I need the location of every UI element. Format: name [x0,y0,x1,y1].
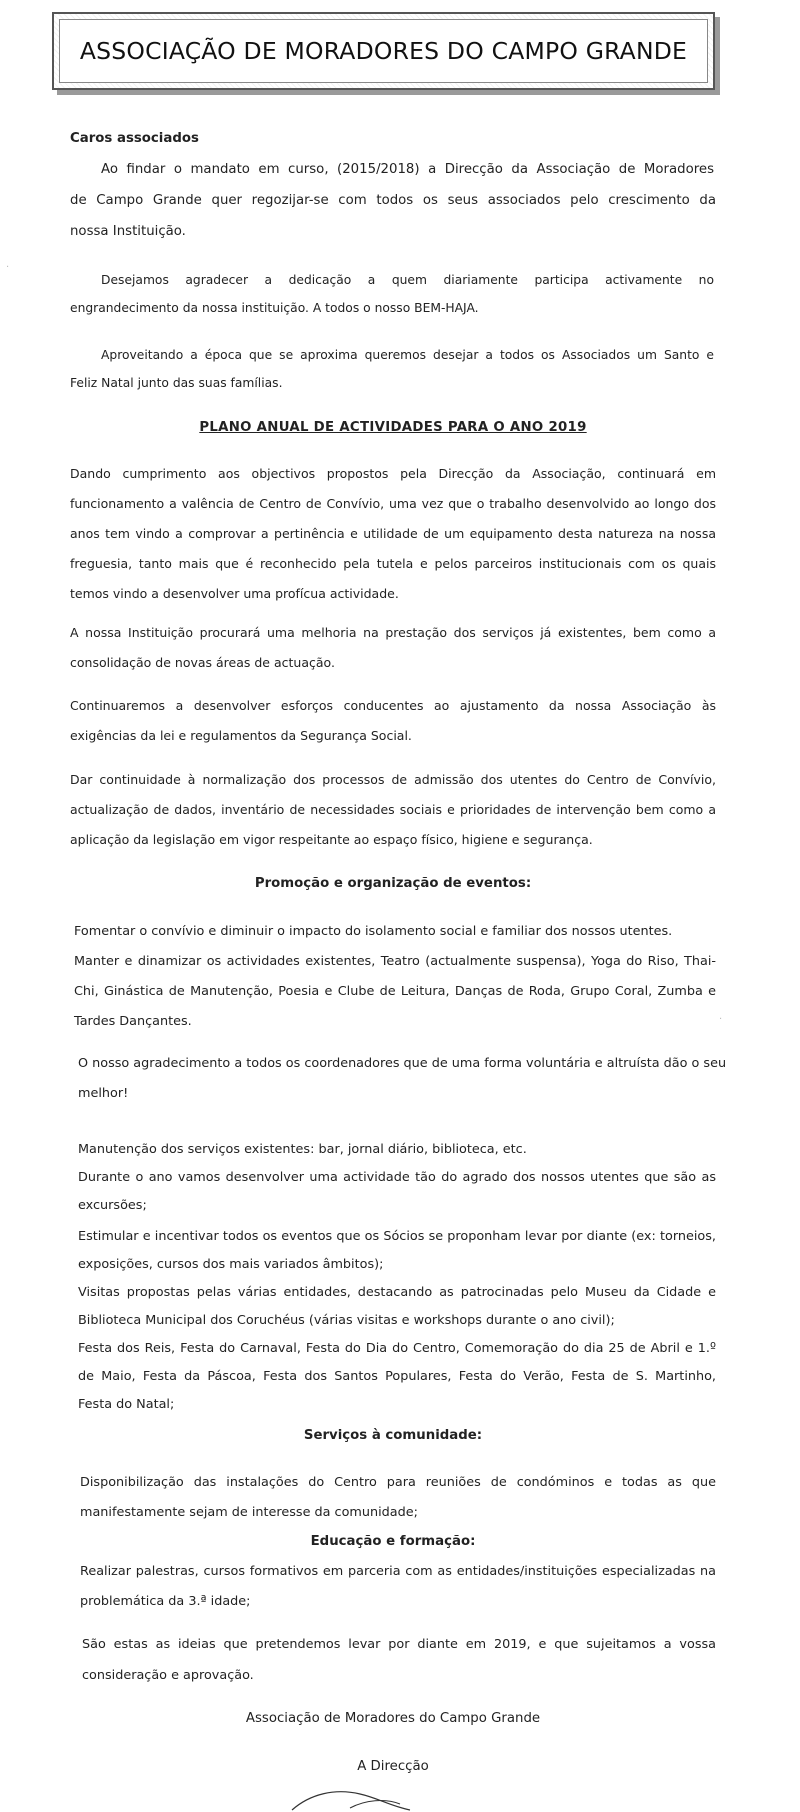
plan-2-line-2: consolidação de novas áreas de actuação. [70,655,335,670]
events-line-4: Tardes Dançantes. [74,1014,192,1029]
plan-1-line-2: funcionamento a valência de Centro de Convívio, uma vez que o trabalho desenvolvido ao longo dos [70,496,716,511]
intro-3-line-1: Aproveitando a época que se aproxima queremos desejar a todos os Associados um Santo e [101,348,714,362]
services-line-6: Visitas propostas pelas várias entidades, destacando as patrocinadas pelo Museu da Cidade e [78,1285,716,1300]
education-line-1: Realizar palestras, cursos formativos em parceria com as entidades/instituições especializadas na [80,1564,716,1579]
plan-1-line-4: freguesia, tanto mais que é reconhecido pela tutela e pelos parceiros institucionais com os quais [70,556,716,571]
plan-3-line-2: exigências da lei e regulamentos da Segurança Social. [70,728,412,743]
intro-2-line-2: engrandecimento da nossa instituição. A todos o nosso BEM-HAJA. [70,301,479,315]
handwritten-signature [290,1772,430,1812]
intro-1-line-1: Ao findar o mandato em curso, (2015/2018) a Direcção da Associação de Moradores [101,162,714,177]
plan-1-line-1: Dando cumprimento aos objectivos propostos pela Direcção da Associação, continuará em [70,466,716,481]
services-line-1: Manutenção dos serviços existentes: bar, jornal diário, biblioteca, etc. [78,1142,527,1157]
closing-line-1: São estas as ideias que pretendemos levar por diante em 2019, e que sujeitamos a vossa [82,1637,716,1652]
plan-heading-text: PLANO ANUAL DE ACTIVIDADES PARA O ANO 2019 [199,420,587,435]
services-line-4: Estimular e incentivar todos os eventos que os Sócios se proponham levar por diante (ex: torneios, [78,1229,716,1244]
education-line-2: problemática da 3.ª idade; [80,1594,251,1609]
plan-3-line-1: Continuaremos a desenvolver esforços conducentes ao ajustamento da nossa Associação às [70,698,716,713]
plan-2-line-1: A nossa Instituição procurará uma melhoria na prestação dos serviços já existentes, bem como a [70,625,716,640]
signature-org: Associação de Moradores do Campo Grande [245,1711,541,1726]
closing-line-2: consideração e aprovação. [82,1668,254,1683]
services-line-2: Durante o ano vamos desenvolver uma actividade tão do agrado dos nossos utentes que são as [78,1170,716,1185]
plan-1-line-3: anos tem vindo a comprovar a pertinência e utilidade de um equipamento desta natureza na nossa [70,526,716,541]
events-heading: Promoção e organização de eventos: [254,876,532,891]
signature-role: A Direcção [357,1759,429,1774]
community-heading: Serviços à comunidade: [303,1428,483,1443]
community-line-2: manifestamente sejam de interesse da comunidade; [80,1505,418,1520]
intro-1-line-3: nossa Instituição. [70,224,186,239]
services-line-9: de Maio, Festa da Páscoa, Festa dos Santos Populares, Festa do Verão, Festa de S. Martinho, [78,1369,716,1384]
page-title: ASSOCIAÇÃO DE MORADORES DO CAMPO GRANDE [79,37,688,65]
thanks-line-2: melhor! [78,1086,129,1101]
intro-1-line-2: de Campo Grande quer regozijar-se com todos os seus associados pelo crescimento da [70,193,716,208]
services-line-8: Festa dos Reis, Festa do Carnaval, Festa do Dia do Centro, Comemoração do dia 25 de Abril e 1.º [78,1341,716,1356]
services-line-7: Biblioteca Municipal dos Coruchéus (várias visitas e workshops durante o ano civil); [78,1313,615,1328]
intro-2-line-1: Desejamos agradecer a dedicação a quem diariamente participa activamente no [101,273,714,287]
services-line-10: Festa do Natal; [78,1397,175,1412]
community-line-1: Disponibilização das instalações do Centro para reuniões de condóminos e todas as que [80,1475,716,1490]
services-line-3: excursões; [78,1198,147,1213]
scan-speck: · [6,262,10,273]
thanks-line-1: O nosso agradecimento a todos os coordenadores que de uma forma voluntária e altruísta dão o seu [78,1056,727,1071]
plan-4-line-2: actualização de dados, inventário de necessidades sociais e prioridades de intervenção bem como a [70,802,716,817]
services-line-5: exposições, cursos dos mais variados âmbitos); [78,1257,384,1272]
events-line-3: Chi, Ginástica de Manutenção, Poesia e Clube de Leitura, Danças de Roda, Grupo Coral, Zumba e [74,984,716,999]
education-heading: Educação e formação: [310,1534,476,1549]
events-line-1: Fomentar o convívio e diminuir o impacto do isolamento social e familiar dos nossos utentes. [74,924,673,939]
events-line-2: Manter e dinamizar os actividades existentes, Teatro (actualmente suspensa), Yoga do Riso, Thai- [74,954,716,969]
intro-3-line-2: Feliz Natal junto das suas famílias. [70,376,283,390]
plan-1-line-5: temos vindo a desenvolver uma profícua actividade. [70,586,399,601]
scan-speck: · [719,1014,723,1025]
plan-heading [70,420,716,435]
plan-4-line-3: aplicação da legislação em vigor respeitante ao espaço físico, higiene e segurança. [70,832,593,847]
title-box [52,12,715,90]
greeting: Caros associados [70,131,199,146]
plan-4-line-1: Dar continuidade à normalização dos processos de admissão dos utentes do Centro de Convívio, [70,772,716,787]
